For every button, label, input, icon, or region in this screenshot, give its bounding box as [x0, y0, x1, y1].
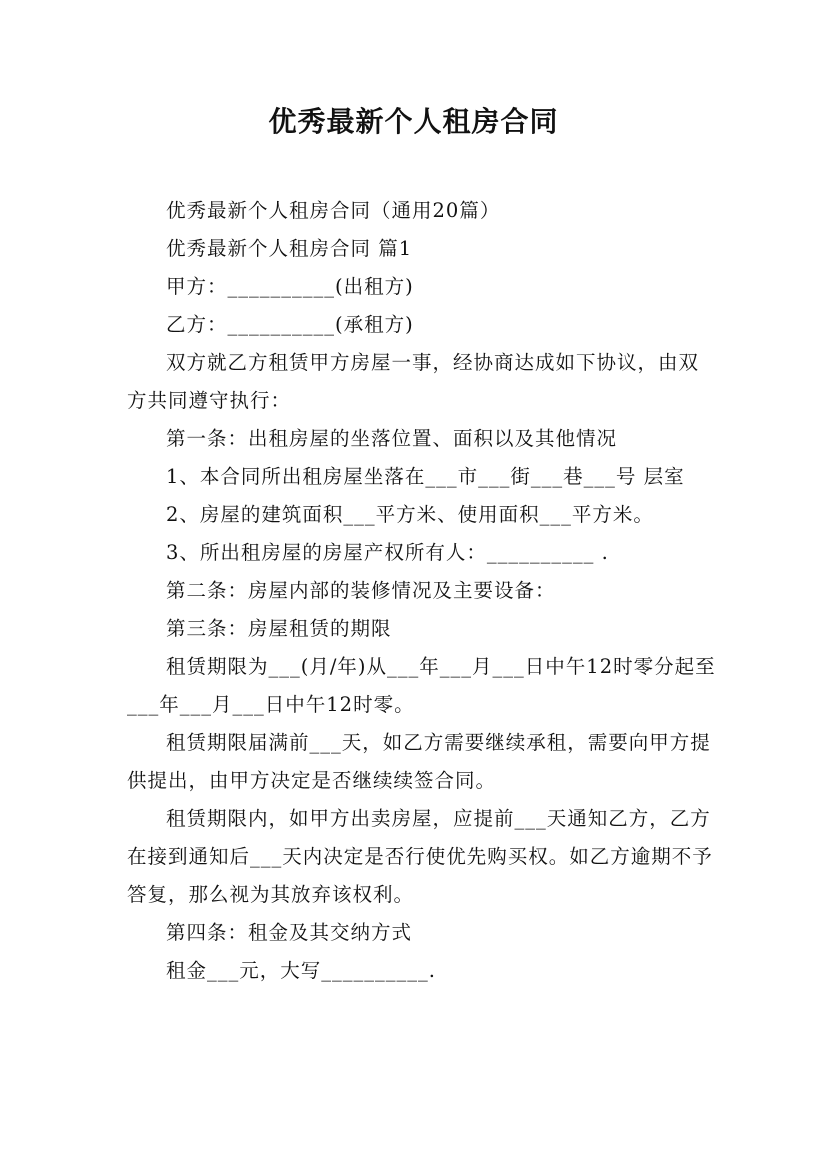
paragraph-article-heading: 优秀最新个人租房合同 篇1: [166, 237, 413, 260]
paragraph-clause-3-heading: 第三条：房屋租赁的期限: [166, 617, 392, 640]
paragraph-rent-amount: 租金___元，大写__________.: [166, 959, 436, 982]
document-title: 优秀最新个人租房合同: [268, 105, 559, 138]
paragraph-clause-1-item-3: 3、所出租房屋的房屋产权所有人：__________ .: [166, 541, 609, 564]
paragraph-party-b: 乙方：__________(承租方): [166, 313, 414, 336]
paragraph-lease-renewal: 租赁期限届满前___天，如乙方需要继续承租，需要向甲方提供提出，由甲方决定是否继续续签合同。: [127, 731, 711, 792]
paragraph-clause-1-item-2: 2、房屋的建筑面积___平方米、使用面积___平方米。: [166, 503, 654, 526]
paragraph-party-a: 甲方：__________(出租方): [166, 275, 414, 298]
paragraph-subtitle: 优秀最新个人租房合同（通用20篇）: [166, 199, 501, 222]
paragraph-lease-term: 租赁期限为___(月/年)从___年___月___日中午12时零分起至___年___月___日中午12时零。: [127, 655, 716, 716]
paragraph-clause-4-heading: 第四条：租金及其交纳方式: [166, 921, 413, 944]
paragraph-agreement-intro: 双方就乙方租赁甲方房屋一事，经协商达成如下协议，由双方共同遵守执行：: [127, 351, 700, 412]
paragraph-clause-1-item-1: 1、本合同所出租房屋坐落在___市___街___巷___号 层室: [166, 465, 685, 488]
paragraph-sale-notice: 租赁期限内，如甲方出卖房屋，应提前___天通知乙方，乙方在接到通知后___天内决定是否行使优先购买权。如乙方逾期不予答复，那么视为其放弃该权利。: [127, 807, 713, 906]
paragraph-clause-1-heading: 第一条：出租房屋的坐落位置、面积以及其他情况: [166, 427, 618, 450]
document-body: [127, 192, 717, 990]
paragraph-clause-2-heading: 第二条：房屋内部的装修情况及主要设备：: [166, 579, 556, 602]
